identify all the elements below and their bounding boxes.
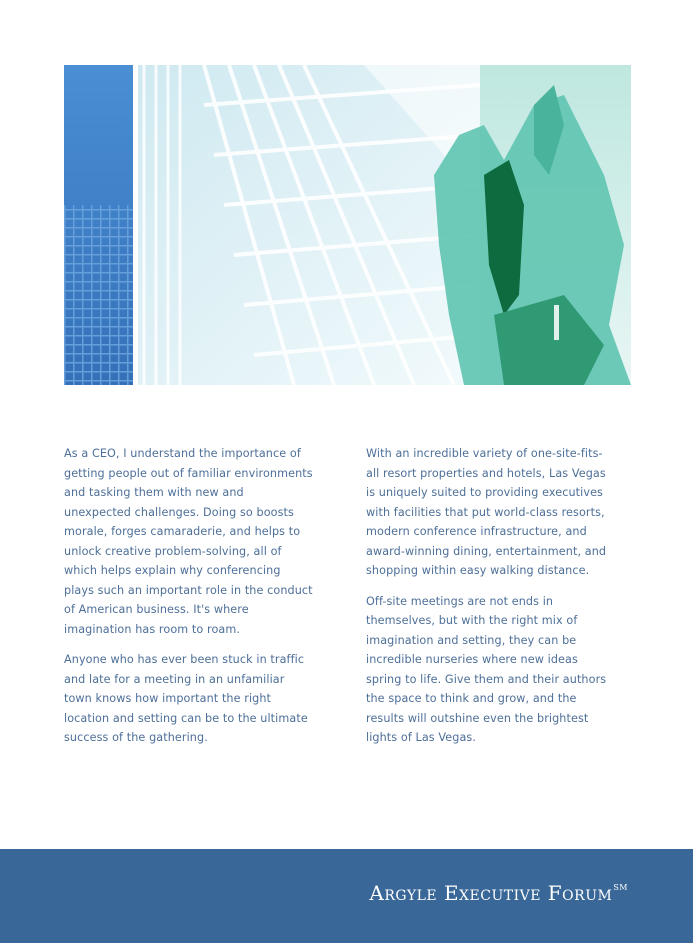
paragraph: As a CEO, I understand the importance of getting people out of familiar environments and tasking them with new and unexpected challenges. Doing so boosts morale, forges camaraderie, and helps to unlock creative problem-solving, all of which helps explain why conferencing plays such an important role in the conduct of American business. It's where imagination has room to roam.	[64, 447, 313, 636]
paragraph: Off-site meetings are not ends in themselves, but with the right mix of imagination and setting, they can be incredible nurseries where new ideas spring to life. Give them and their authors the space to think and grow, and the results will outshine even the brightest lights of Las Vegas.	[366, 594, 607, 744]
paragraph: With an incredible variety of one-site-fits-all resort properties and hotels, Las Vegas is uniquely suited to providing executives with facilities that put world-class resorts, modern conference infrastructure, and award-winning dining, entertainment, and shopping within easy walking distance.	[366, 447, 607, 577]
body-column-left	[64, 444, 314, 759]
footer-bar	[0, 849, 693, 943]
paragraph: Anyone who has ever been stuck in traffic and late for a meeting in an unfamiliar town knows how important the right location and setting can be to the ultimate success of the gathering.	[64, 653, 308, 744]
brand-name: Argyle Executive Forum	[369, 881, 613, 905]
service-mark: SM	[613, 883, 628, 892]
hero-image	[64, 65, 631, 385]
brand-logo	[369, 881, 628, 905]
hero-photo-collage	[64, 65, 631, 385]
body-column-right	[366, 444, 616, 759]
